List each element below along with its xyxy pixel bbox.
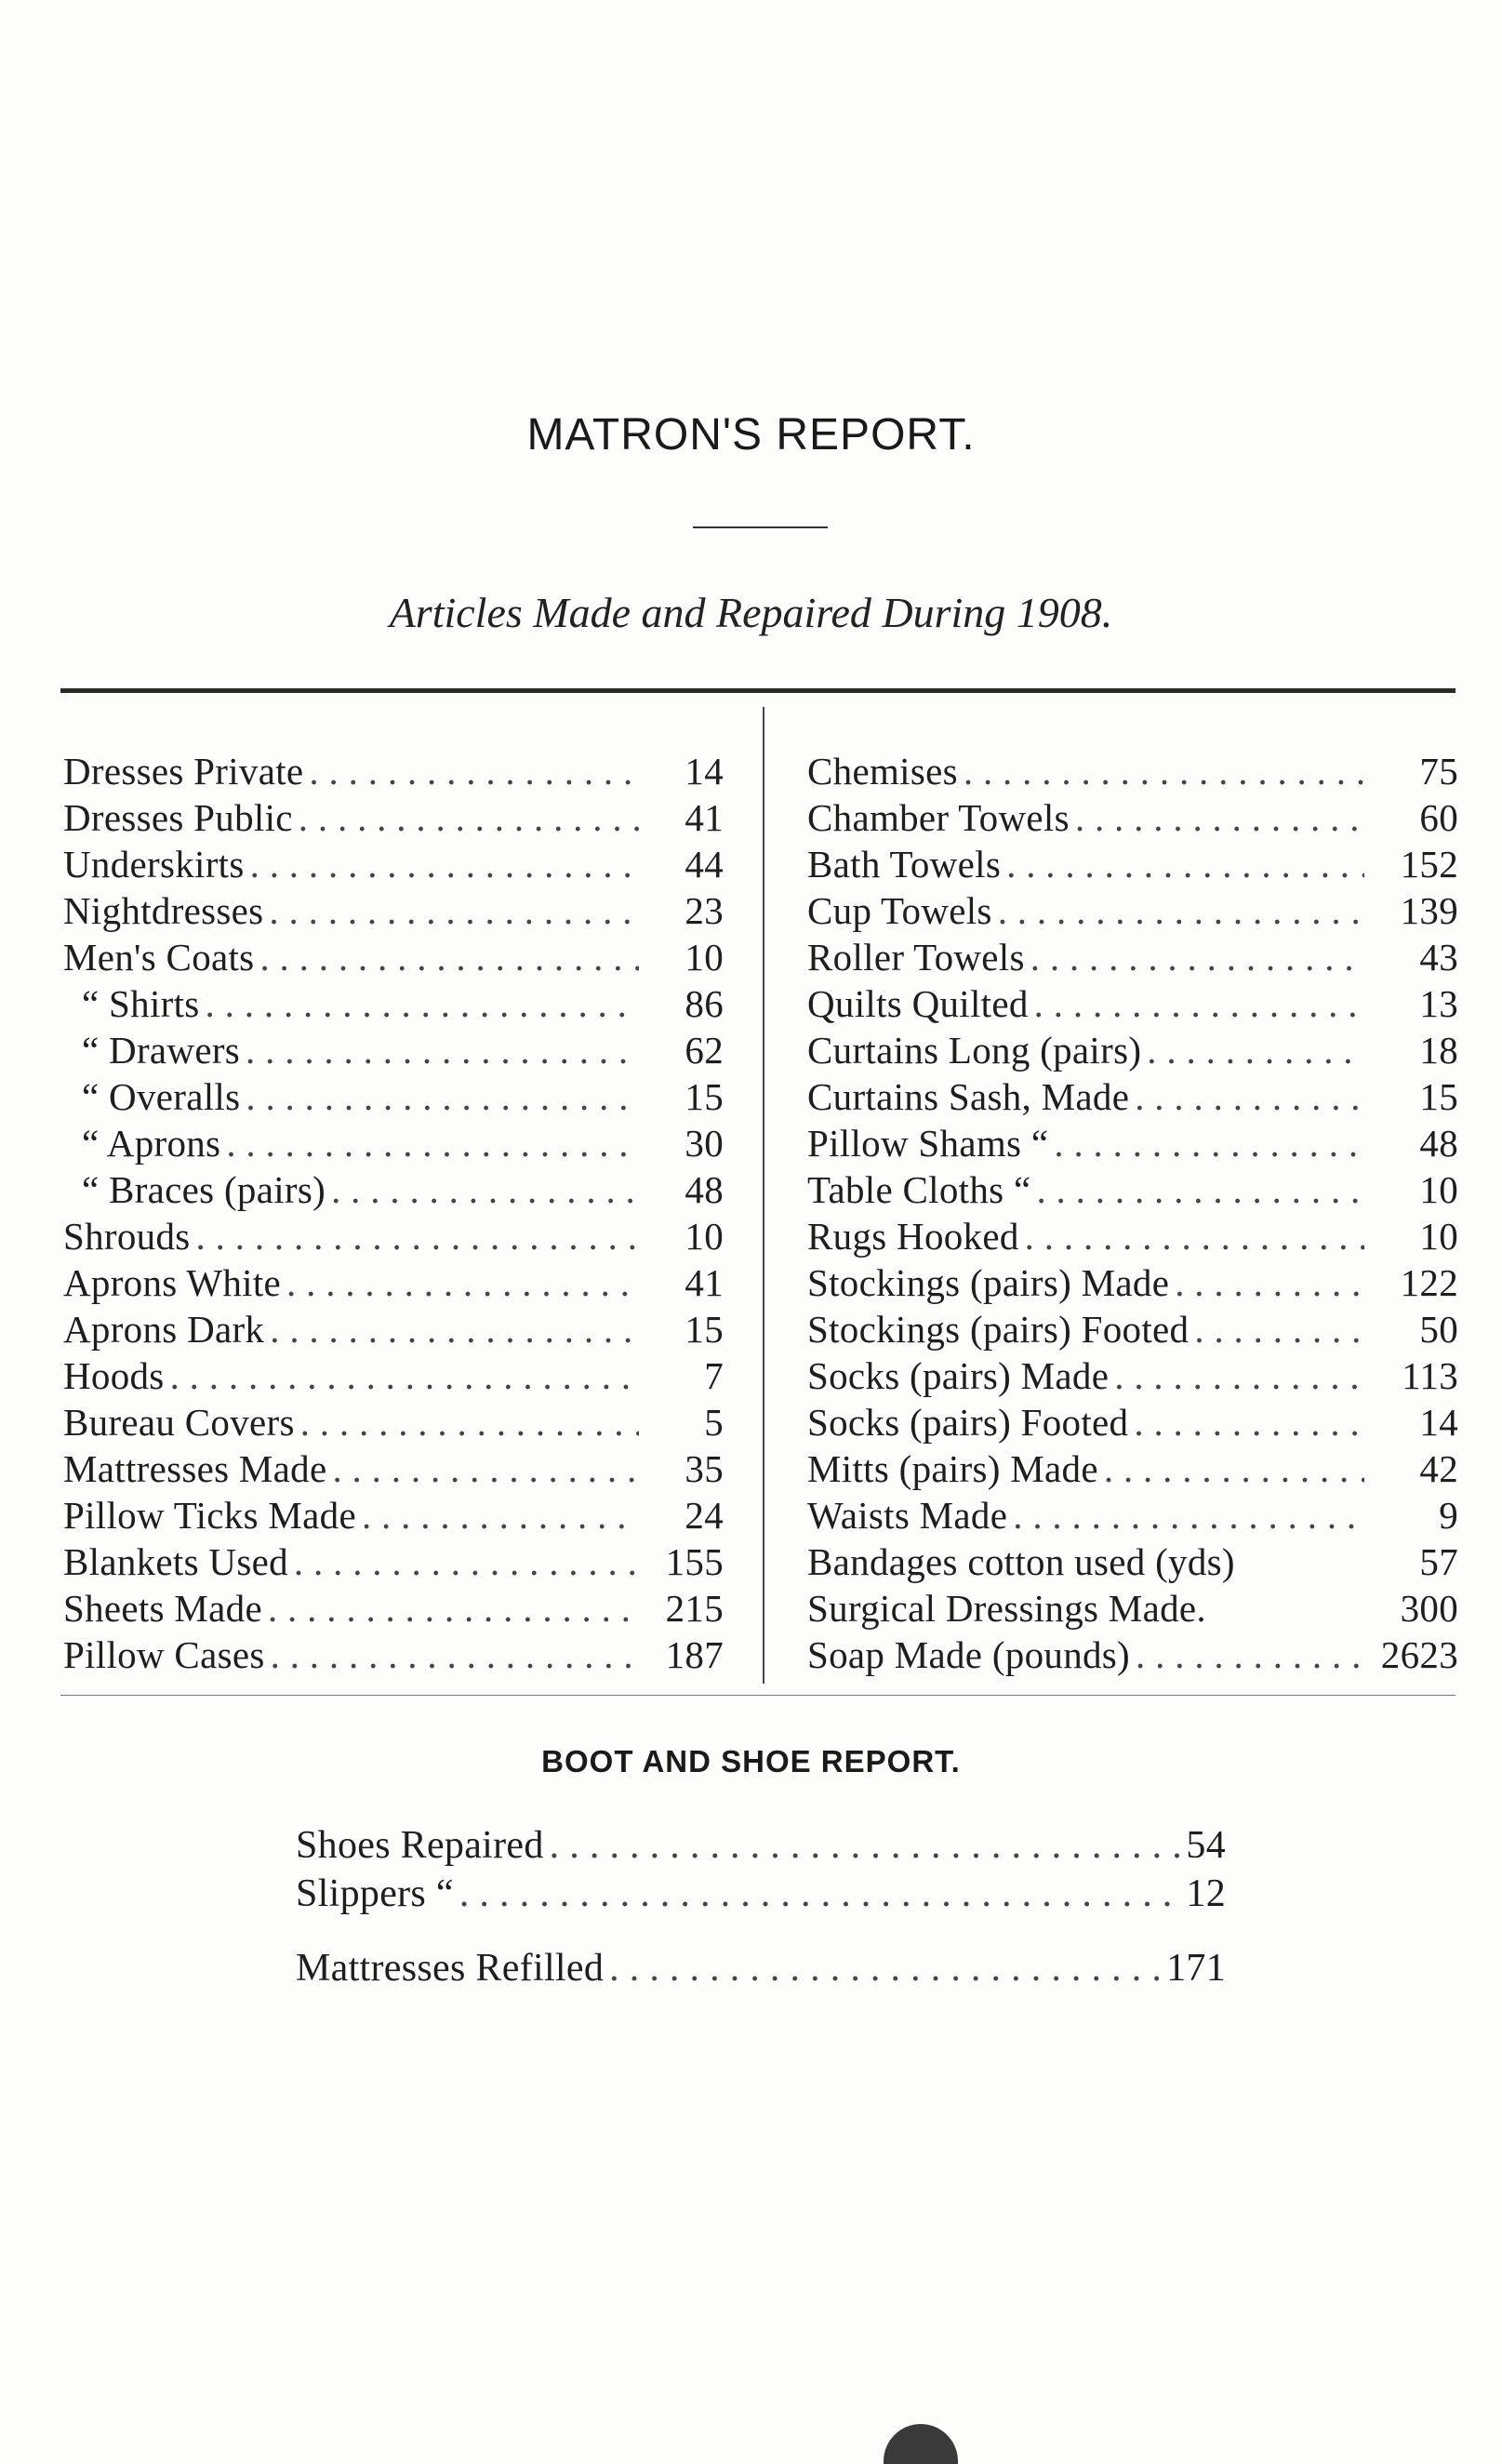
list-item	[807, 1586, 1458, 1632]
item-label: “ Overalls	[82, 1075, 241, 1118]
item-value: 14	[1419, 1401, 1458, 1444]
leader-dots	[1175, 1260, 1364, 1305]
leader-dots	[1030, 935, 1364, 979]
item-value: 48	[685, 1168, 724, 1211]
articles-right-column	[807, 749, 1458, 1679]
leader-dots	[1036, 1167, 1364, 1212]
item-label: Cup Towels	[807, 889, 992, 932]
table-bottom-rule	[60, 1695, 1455, 1696]
list-item	[63, 842, 724, 888]
list-item	[807, 1307, 1458, 1353]
leader-dots	[964, 749, 1364, 793]
item-value: 57	[1419, 1540, 1458, 1583]
item-value: 139	[1400, 889, 1458, 932]
item-label: Curtains Long (pairs)	[807, 1029, 1142, 1072]
item-label: Underskirts	[63, 843, 245, 886]
item-value: 48	[1419, 1122, 1458, 1165]
leader-dots	[998, 888, 1364, 933]
list-item	[63, 935, 724, 981]
item-label: “ Shirts	[82, 982, 200, 1025]
list-item	[807, 1260, 1458, 1307]
item-value: 12	[1186, 1872, 1226, 1915]
item-label: Table Cloths “	[807, 1168, 1031, 1211]
item-label: Rugs Hooked	[807, 1215, 1019, 1258]
item-value: 86	[685, 982, 724, 1025]
leader-dots	[1136, 1632, 1364, 1677]
item-value: 13	[1419, 982, 1458, 1025]
list-item	[63, 795, 724, 842]
list-item	[63, 1586, 724, 1632]
leader-dots	[196, 1214, 639, 1259]
list-item	[63, 1028, 724, 1074]
item-label: Mattresses Refilled	[296, 1947, 605, 1990]
item-value: 15	[685, 1075, 724, 1118]
item-value: 7	[704, 1354, 724, 1397]
list-item	[63, 1074, 724, 1121]
leader-dots	[170, 1353, 639, 1398]
item-label: Curtains Sash, Made	[807, 1075, 1130, 1118]
item-label: Roller Towels	[807, 936, 1025, 979]
item-label: Hoods	[63, 1354, 165, 1397]
leader-dots	[300, 1400, 639, 1445]
item-label: Socks (pairs) Footed	[807, 1401, 1129, 1444]
list-item	[296, 1823, 1226, 1871]
item-label: Aprons Dark	[63, 1308, 265, 1351]
list-item	[296, 1871, 1226, 1920]
list-item	[63, 1493, 724, 1539]
item-label: “ Aprons	[82, 1122, 221, 1165]
item-value: 155	[665, 1540, 724, 1583]
item-label: Slippers “	[296, 1872, 454, 1915]
page-corner-scuff	[884, 2424, 958, 2464]
table-top-rule	[60, 688, 1455, 693]
item-label: Soap Made (pounds)	[807, 1633, 1131, 1676]
item-value: 30	[685, 1122, 724, 1165]
item-label: Mitts (pairs) Made	[807, 1447, 1098, 1490]
list-item	[807, 1353, 1458, 1400]
item-label: Dresses Private	[63, 750, 304, 792]
item-label: Stockings (pairs) Made	[807, 1261, 1170, 1304]
item-value: 44	[685, 843, 724, 886]
list-item	[63, 1353, 724, 1400]
item-value: 43	[1419, 936, 1458, 979]
item-value: 10	[685, 936, 724, 979]
item-label: Waists Made	[807, 1494, 1008, 1537]
item-value: 24	[685, 1494, 724, 1537]
item-value: 300	[1400, 1587, 1458, 1630]
item-label: Chemises	[807, 750, 958, 792]
item-label: Surgical Dressings Made.	[807, 1587, 1206, 1630]
item-label: Men's Coats	[63, 936, 255, 979]
item-value: 18	[1419, 1029, 1458, 1072]
item-value: 187	[665, 1633, 724, 1676]
item-value: 152	[1400, 843, 1458, 886]
list-item	[807, 1539, 1458, 1586]
leader-dots	[1135, 1074, 1364, 1119]
item-value: 50	[1419, 1308, 1458, 1351]
leader-dots	[1147, 1028, 1364, 1072]
list-item	[807, 1167, 1458, 1214]
leader-dots	[332, 1446, 639, 1491]
leader-dots	[206, 981, 639, 1026]
list-item	[63, 1167, 724, 1214]
item-value: 60	[1419, 796, 1458, 839]
item-label: Bandages cotton used (yds)	[807, 1540, 1235, 1583]
list-item	[63, 1121, 724, 1167]
list-item	[63, 1260, 724, 1307]
item-value: 14	[685, 750, 724, 792]
list-item	[63, 1446, 724, 1493]
leader-dots	[309, 749, 639, 793]
list-item	[63, 1632, 724, 1679]
item-label: Dresses Public	[63, 796, 293, 839]
item-value: 10	[1419, 1215, 1458, 1258]
list-item	[807, 981, 1458, 1028]
item-label: Sheets Made	[63, 1587, 262, 1630]
list-item	[807, 1632, 1458, 1679]
item-value: 41	[685, 796, 724, 839]
list-item	[807, 1493, 1458, 1539]
item-value: 35	[685, 1447, 724, 1490]
leader-dots	[550, 1823, 1181, 1868]
leader-dots	[259, 935, 639, 979]
list-item	[807, 1214, 1458, 1260]
item-label: Bureau Covers	[63, 1401, 295, 1444]
list-item	[63, 981, 724, 1028]
item-value: 122	[1400, 1261, 1458, 1304]
leader-dots	[1025, 1214, 1364, 1259]
list-item	[807, 749, 1458, 795]
leader-dots	[271, 1632, 639, 1677]
item-value: 5	[704, 1401, 724, 1444]
leader-dots	[1013, 1493, 1364, 1538]
leader-dots	[362, 1493, 639, 1538]
item-label: Blankets Used	[63, 1540, 288, 1583]
boot-report-title: BOOT AND SHOE REPORT.	[541, 1744, 961, 1778]
list-item	[807, 795, 1458, 842]
item-value: 10	[1419, 1168, 1458, 1211]
title-divider	[693, 526, 828, 528]
list-item	[807, 1074, 1458, 1121]
item-value: 10	[685, 1215, 724, 1258]
page-title: MATRON'S REPORT.	[526, 410, 976, 460]
item-value: 113	[1402, 1354, 1458, 1397]
column-divider	[763, 707, 764, 1684]
list-item	[63, 1307, 724, 1353]
list-item	[807, 1400, 1458, 1446]
item-value: 23	[685, 889, 724, 932]
list-item	[807, 888, 1458, 935]
item-label: Bath Towels	[807, 843, 1002, 886]
leader-dots	[331, 1167, 639, 1212]
item-value: 62	[685, 1029, 724, 1072]
leader-dots	[1075, 795, 1364, 840]
item-label: “ Drawers	[82, 1029, 241, 1072]
articles-left-column	[63, 749, 724, 1679]
leader-dots	[1194, 1307, 1364, 1352]
item-label: Pillow Cases	[63, 1633, 265, 1676]
item-value: 42	[1419, 1447, 1458, 1490]
list-item	[63, 1400, 724, 1446]
leader-dots	[1054, 1121, 1364, 1165]
leader-dots	[1134, 1400, 1364, 1445]
leader-dots	[250, 842, 639, 886]
item-value: 215	[665, 1587, 724, 1630]
leader-dots	[459, 1871, 1181, 1916]
item-label: Shrouds	[63, 1215, 191, 1258]
leader-dots	[246, 1074, 639, 1119]
item-value: 2623	[1380, 1633, 1458, 1676]
item-label: Nightdresses	[63, 889, 264, 932]
item-label: Stockings (pairs) Footed	[807, 1308, 1190, 1351]
list-item	[807, 935, 1458, 981]
item-label: Mattresses Made	[63, 1447, 327, 1490]
item-label: Socks (pairs) Made	[807, 1354, 1110, 1397]
leader-dots	[294, 1539, 639, 1584]
list-item	[807, 1446, 1458, 1493]
leader-dots	[226, 1121, 639, 1165]
leader-dots	[299, 795, 639, 840]
leader-dots	[1114, 1353, 1364, 1398]
list-item	[296, 1946, 1226, 1994]
page-subtitle: Articles Made and Repaired During 1908.	[389, 589, 1113, 636]
leader-dots	[609, 1946, 1161, 1991]
list-item	[807, 842, 1458, 888]
list-item	[63, 1539, 724, 1586]
item-label: Shoes Repaired	[296, 1824, 544, 1867]
item-label: Pillow Shams “	[807, 1122, 1049, 1165]
leader-dots	[268, 1586, 639, 1631]
item-value: 171	[1166, 1947, 1226, 1990]
boot-report-list	[296, 1823, 1226, 1994]
leader-dots	[246, 1028, 639, 1072]
list-item	[807, 1121, 1458, 1167]
leader-dots	[269, 888, 639, 933]
item-value: 75	[1419, 750, 1458, 792]
list-item	[807, 1028, 1458, 1074]
list-item	[63, 749, 724, 795]
item-value: 41	[685, 1261, 724, 1304]
item-label: Chamber Towels	[807, 796, 1070, 839]
item-value: 15	[1419, 1075, 1458, 1118]
list-item	[63, 1214, 724, 1260]
item-label: Aprons White	[63, 1261, 282, 1304]
leader-dots	[1006, 842, 1364, 886]
item-value: 9	[1439, 1494, 1458, 1537]
item-label: Quilts Quilted	[807, 982, 1029, 1025]
list-item	[63, 888, 724, 935]
leader-dots	[270, 1307, 639, 1352]
item-value: 54	[1186, 1824, 1226, 1867]
leader-dots	[1104, 1446, 1364, 1491]
leader-dots	[1034, 981, 1364, 1026]
leader-dots	[286, 1260, 639, 1305]
item-label: “ Braces (pairs)	[82, 1168, 326, 1211]
item-value: 15	[685, 1308, 724, 1351]
item-label: Pillow Ticks Made	[63, 1494, 356, 1537]
